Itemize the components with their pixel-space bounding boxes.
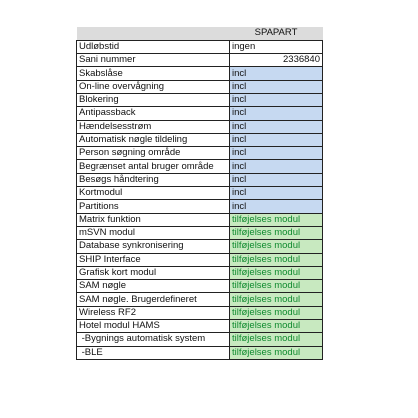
feature-table	[76, 27, 323, 360]
feature-value-cell: tilføjelses modul	[230, 346, 323, 359]
table-row	[77, 253, 323, 266]
table-row	[77, 54, 323, 67]
feature-label-cell: Udløbstid	[77, 40, 230, 53]
table-header-row	[77, 27, 323, 40]
feature-label-cell: Grafisk kort modul	[77, 266, 230, 279]
feature-label-cell: Besøgs håndtering	[77, 173, 230, 186]
feature-value-cell: incl	[230, 107, 323, 120]
feature-label-cell: Hotel modul HAMS	[77, 320, 230, 333]
header-empty-cell	[77, 27, 230, 40]
table-row	[77, 187, 323, 200]
feature-label-cell: Person søgning område	[77, 147, 230, 160]
feature-value-cell: ingen	[230, 40, 323, 53]
feature-value-cell: incl	[230, 147, 323, 160]
table-row	[77, 80, 323, 93]
feature-label-cell: Blokering	[77, 93, 230, 106]
feature-label-cell: SAM nøgle	[77, 280, 230, 293]
feature-label-cell: -Bygnings automatisk system	[77, 333, 230, 346]
table-row	[77, 226, 323, 239]
feature-value-cell: incl	[230, 120, 323, 133]
feature-label-cell: Skabslåse	[77, 67, 230, 80]
feature-label-cell: Begrænset antal bruger område	[77, 160, 230, 173]
feature-value-cell: tilføjelses modul	[230, 320, 323, 333]
feature-label-cell: SHIP Interface	[77, 253, 230, 266]
table-row	[77, 147, 323, 160]
table-row	[77, 240, 323, 253]
feature-value-cell: incl	[230, 160, 323, 173]
feature-value-cell: tilføjelses modul	[230, 280, 323, 293]
table-row	[77, 200, 323, 213]
feature-value-cell: incl	[230, 173, 323, 186]
table-row	[77, 266, 323, 279]
feature-label-cell: Hændelsesstrøm	[77, 120, 230, 133]
feature-value-cell: tilføjelses modul	[230, 293, 323, 306]
table-row	[77, 107, 323, 120]
table-row	[77, 213, 323, 226]
feature-value-cell: incl	[230, 67, 323, 80]
feature-value-cell: incl	[230, 200, 323, 213]
table-row	[77, 173, 323, 186]
feature-label-cell: mSVN modul	[77, 226, 230, 239]
table-row	[77, 120, 323, 133]
table-row	[77, 306, 323, 319]
feature-value-cell: 2336840	[230, 54, 323, 67]
feature-value-cell: tilføjelses modul	[230, 333, 323, 346]
feature-value-cell: tilføjelses modul	[230, 240, 323, 253]
table-row	[77, 40, 323, 53]
feature-value-cell: tilføjelses modul	[230, 226, 323, 239]
feature-value-cell: tilføjelses modul	[230, 306, 323, 319]
feature-value-cell: incl	[230, 93, 323, 106]
feature-label-cell: Kortmodul	[77, 187, 230, 200]
feature-label-cell: SAM nøgle. Brugerdefineret	[77, 293, 230, 306]
feature-label-cell: Database synkronisering	[77, 240, 230, 253]
feature-label-cell: Antipassback	[77, 107, 230, 120]
feature-value-cell: tilføjelses modul	[230, 213, 323, 226]
table-row	[77, 333, 323, 346]
feature-label-cell: Matrix funktion	[77, 213, 230, 226]
table-row	[77, 67, 323, 80]
feature-label-cell: On-line overvågning	[77, 80, 230, 93]
feature-label-cell: Automatisk nøgle tildeling	[77, 133, 230, 146]
column-header-spapart: SPAPART	[230, 27, 323, 40]
table-row	[77, 293, 323, 306]
table-row	[77, 133, 323, 146]
feature-value-cell: tilføjelses modul	[230, 266, 323, 279]
feature-value-cell: incl	[230, 187, 323, 200]
table-row	[77, 93, 323, 106]
table-row	[77, 160, 323, 173]
feature-label-cell: Sani nummer	[77, 54, 230, 67]
table-row	[77, 320, 323, 333]
table-row	[77, 346, 323, 359]
feature-value-cell: incl	[230, 80, 323, 93]
feature-label-cell: -BLE	[77, 346, 230, 359]
feature-label-cell: Partitions	[77, 200, 230, 213]
table-row	[77, 280, 323, 293]
feature-table-body	[77, 27, 323, 359]
feature-table-sheet	[76, 27, 322, 360]
feature-label-cell: Wireless RF2	[77, 306, 230, 319]
feature-value-cell: tilføjelses modul	[230, 253, 323, 266]
feature-value-cell: incl	[230, 133, 323, 146]
